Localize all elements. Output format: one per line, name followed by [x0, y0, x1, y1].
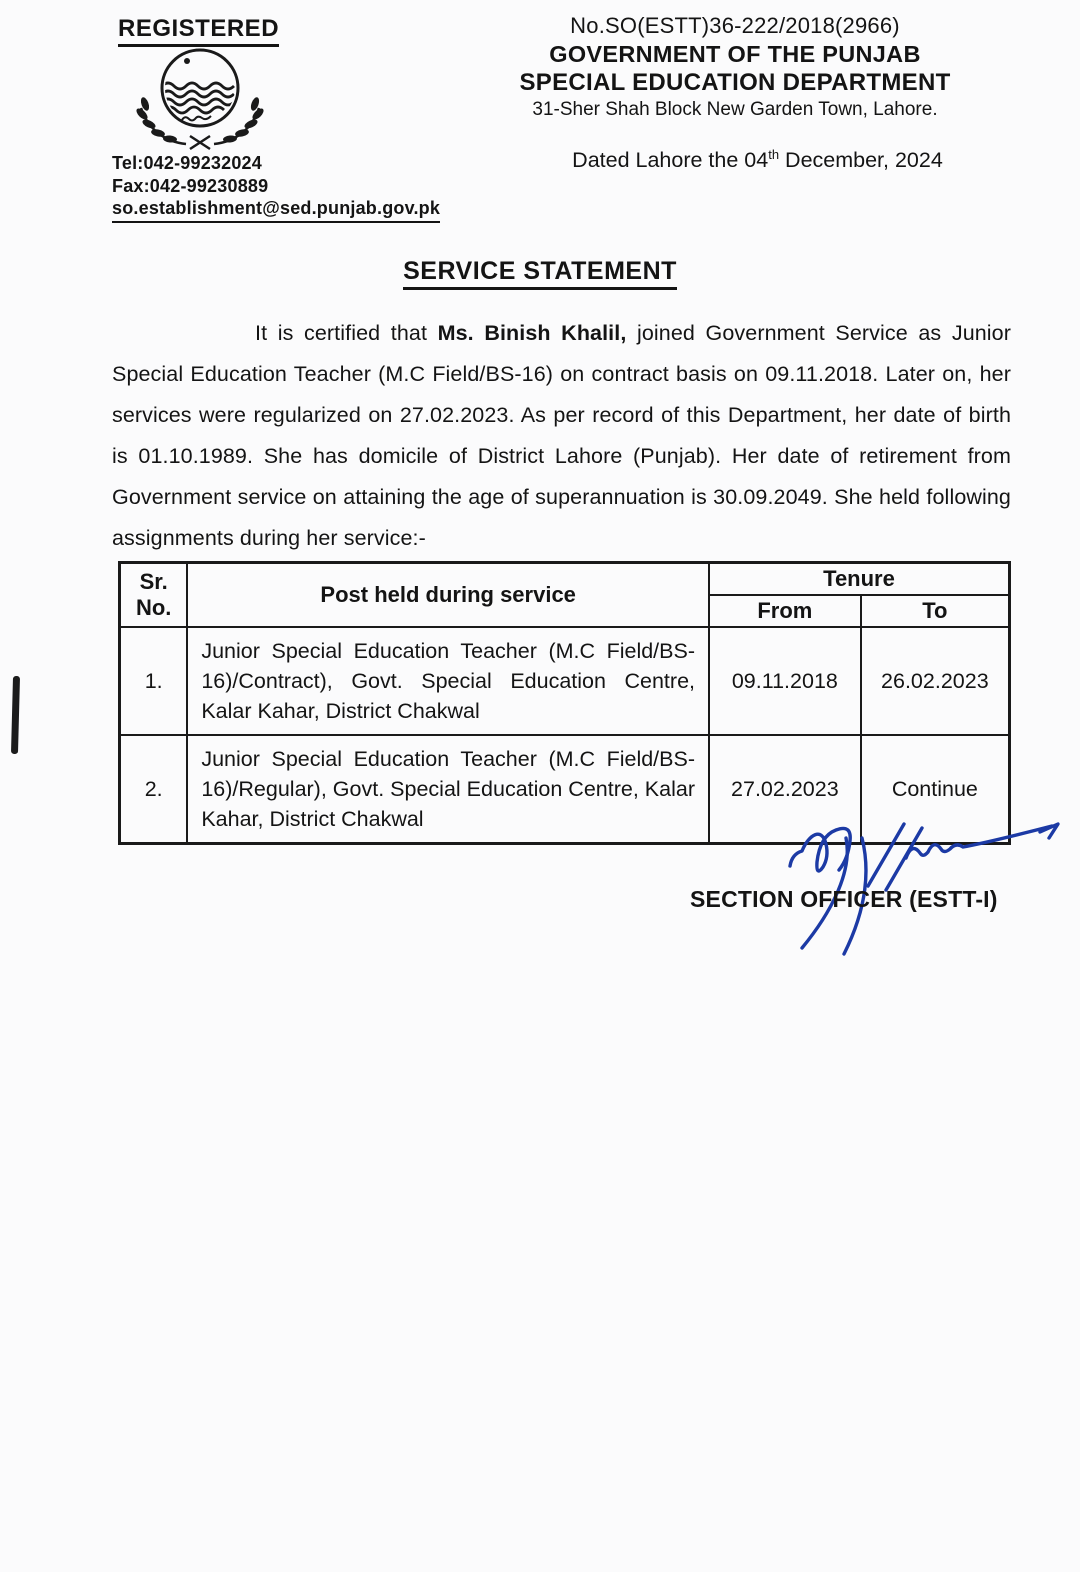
row-to: Continue: [861, 735, 1010, 844]
email-address: so.establishment@sed.punjab.gov.pk: [112, 197, 440, 223]
tel-line: Tel:042-99232024: [112, 153, 262, 173]
scan-ink-mark: [11, 676, 20, 754]
header-sr-no: Sr. No.: [120, 563, 188, 628]
header-post: Post held during service: [187, 563, 709, 628]
fax-line: Fax:042-99230889: [112, 175, 269, 196]
row-sr: 1.: [120, 627, 188, 735]
subject-name: Ms. Binish Khalil,: [437, 321, 627, 345]
letterhead-right: [470, 13, 1000, 174]
signatory-designation: SECTION OFFICER (ESTT-I): [690, 886, 998, 912]
department-line: SPECIAL EDUCATION DEPARTMENT: [519, 68, 951, 96]
row-post: Junior Special Education Teacher (M.C Field/BS-16)/Contract), Govt. Special Education Centre, Kalar Kahar, District Chakwal: [187, 627, 709, 735]
row-sr: 2.: [120, 735, 188, 844]
reference-number: No.SO(ESTT)36-222/2018(2966): [570, 13, 900, 38]
row-from: 27.02.2023: [709, 735, 861, 844]
header-from: From: [709, 595, 861, 627]
row-from: 09.11.2018: [709, 627, 861, 735]
table-header-row: [120, 563, 1010, 596]
row-to: 26.02.2023: [861, 627, 1010, 735]
registered-label: REGISTERED: [118, 15, 279, 47]
table-row: [120, 627, 1010, 735]
department-address: 31-Sher Shah Block New Garden Town, Lahore.: [532, 98, 938, 120]
body-paragraph: It is certified that Ms. Binish Khalil, joined Government Service as Junior Special Education Teacher (M.C Field/BS-16) on contract basis on 09.11.2018. Later on, her services were regularized on 27.02.2023. As per record of this Department, her date of birth is 01.10.1989. She has domicile of District Lahore (Punjab). Her date of retirement from Government service on attaining the age of superannuation is 30.09.2049. She held following assignments during her service:-: [112, 321, 1012, 550]
contact-block: [112, 152, 440, 223]
government-line: GOVERNMENT OF THE PUNJAB: [549, 40, 921, 67]
document-title: SERVICE STATEMENT: [0, 257, 1080, 286]
row-post: Junior Special Education Teacher (M.C Field/BS-16)/Regular), Govt. Special Education Centre, Kalar Kahar, District Chakwal: [187, 735, 709, 844]
header-tenure: Tenure: [709, 563, 1010, 596]
punjab-crest-logo: [126, 44, 274, 156]
header-to: To: [861, 595, 1010, 627]
date-line: Dated Lahore the 04th December, 2024: [572, 147, 943, 173]
ordinal-superscript: th: [768, 147, 780, 163]
signature-ink: [700, 790, 1080, 975]
